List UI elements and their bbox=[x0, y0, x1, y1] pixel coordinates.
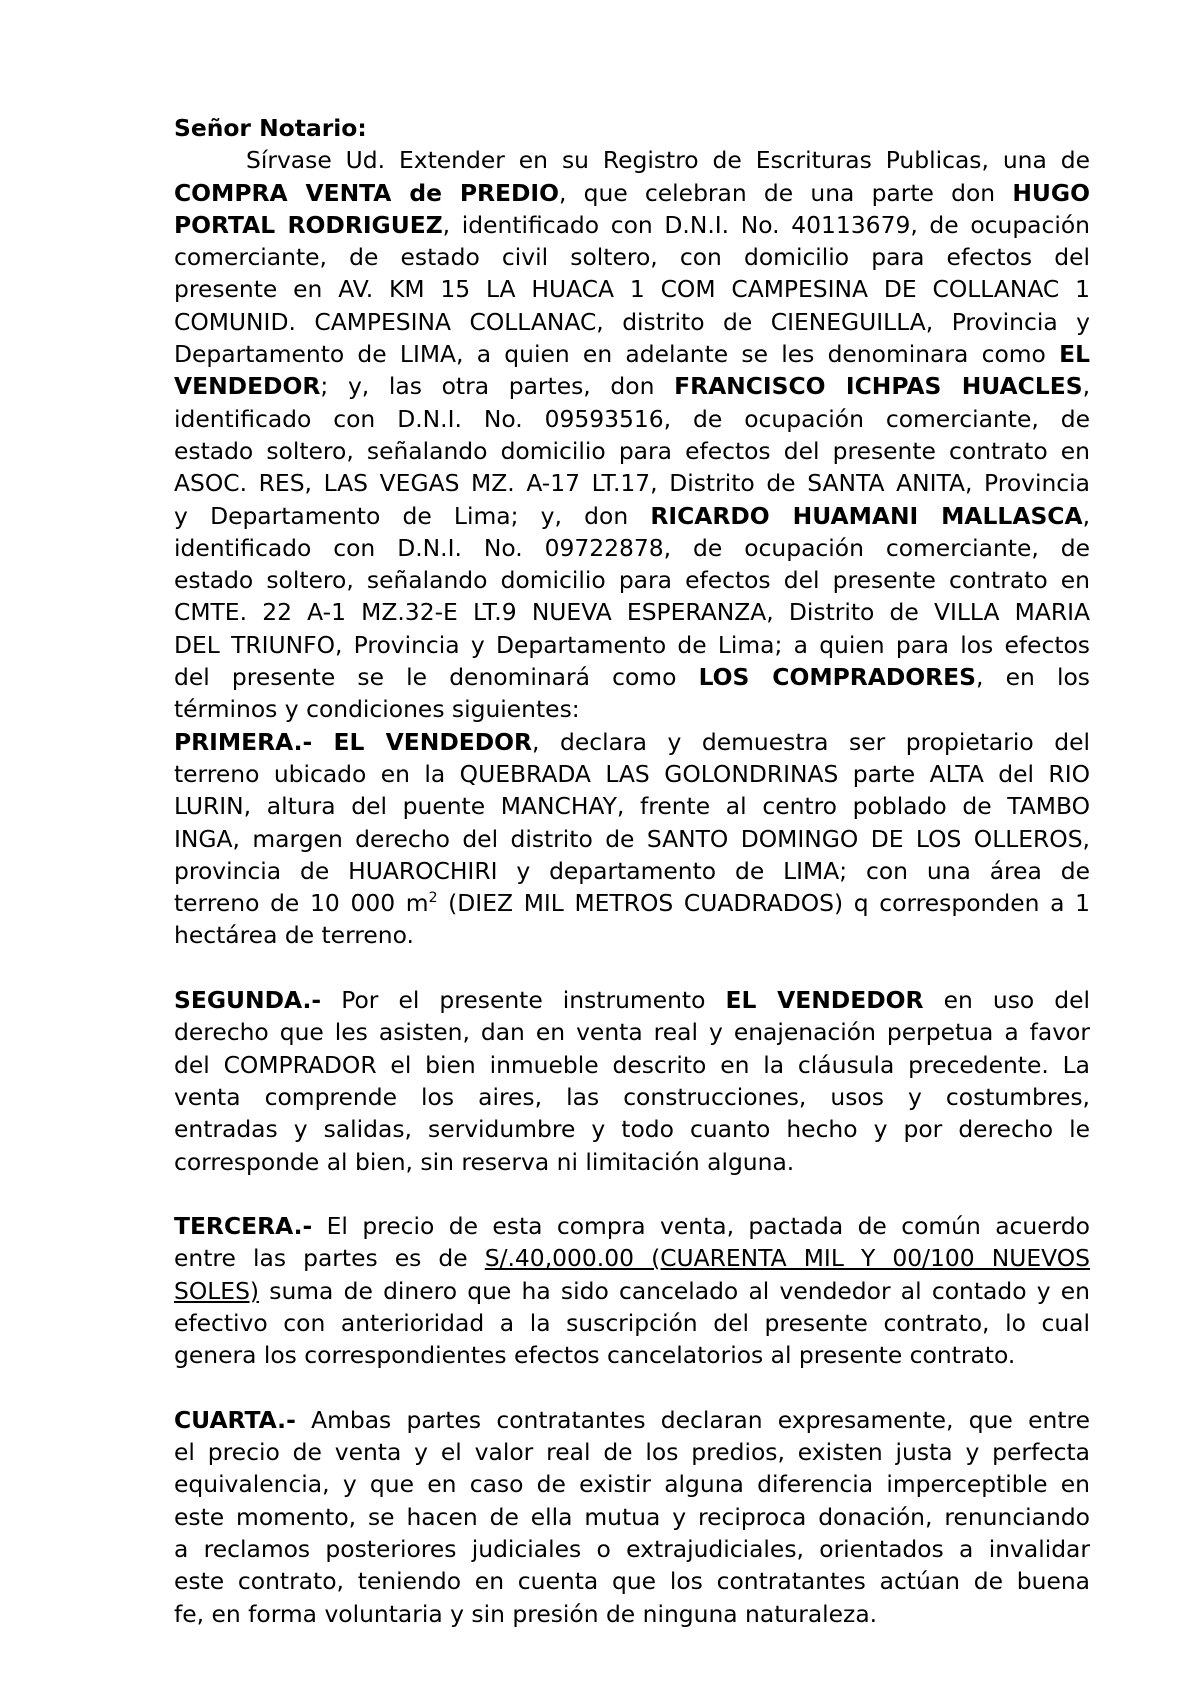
salutation: Señor Notario: bbox=[174, 114, 367, 142]
text-run: y Departamento de Lima; y, don bbox=[174, 501, 651, 530]
clause-line: este contrato, teniendo en cuenta que los contratantes actúan de buena bbox=[174, 1567, 1090, 1596]
intro-paragraph bbox=[174, 144, 1090, 725]
clause-primera bbox=[174, 726, 1090, 952]
clause-heading: TERCERA.- bbox=[174, 1212, 313, 1241]
text-run: , que celebran de una parte don bbox=[559, 178, 1013, 207]
text-run: en uso del bbox=[923, 986, 1090, 1015]
clause-segunda bbox=[174, 984, 1090, 1178]
clause-line bbox=[174, 1275, 1090, 1307]
intro-line bbox=[174, 661, 1090, 693]
clause-cuarta bbox=[174, 1404, 1090, 1630]
clause-line: fe, en forma voluntaria y sin presión de ninguna naturaleza. bbox=[174, 1599, 878, 1628]
clause-line: provincia de HUAROCHIRI y departamento de LIMA; con una área de bbox=[174, 856, 1090, 885]
intro-line: ASOC. RES, LAS VEGAS MZ. A-17 LT.17, Distrito de SANTA ANITA, Provincia bbox=[174, 469, 1090, 498]
clause-line bbox=[174, 1242, 1090, 1274]
intro-line: DEL TRIUNFO, Provincia y Departamento de Lima; a quien para los efectos bbox=[174, 630, 1090, 659]
intro-line: CMTE. 22 A-1 MZ.32-E LT.9 NUEVA ESPERANZA, Distrito de VILLA MARIA bbox=[174, 598, 1090, 627]
bold-term: LOS COMPRADORES bbox=[698, 663, 976, 692]
text-run: El precio de esta compra venta, pactada de común acuerdo bbox=[312, 1212, 1090, 1241]
intro-line: COMUNID. CAMPESINA COLLANAC, distrito de CIENEGUILLA, Provincia y bbox=[174, 307, 1090, 336]
paragraph-gap bbox=[174, 1372, 1090, 1404]
clause-line: este momento, se hacen de ella mutua y reciproca donación, renunciando bbox=[174, 1502, 1090, 1531]
intro-line bbox=[174, 177, 1090, 209]
text-run: ; y, las otra partes, don bbox=[320, 372, 675, 401]
clause-line bbox=[174, 726, 1090, 758]
clause-line: del COMPRADOR el bien inmueble descrito en la cláusula precedente. La bbox=[174, 1050, 1090, 1079]
clause-heading: PRIMERA.- EL VENDEDOR bbox=[174, 727, 533, 756]
text-run: , bbox=[1082, 501, 1090, 530]
superscript: 2 bbox=[428, 890, 438, 907]
text-run: entre las partes es de bbox=[174, 1244, 485, 1273]
intro-line: Sírvase Ud. Extender en su Registro de Escrituras Publicas, una de bbox=[246, 146, 1090, 175]
intro-line: identificado con D.N.I. No. 09593516, de ocupación comerciante, de bbox=[174, 404, 1090, 433]
text-run: del presente se le denominará como bbox=[174, 663, 699, 692]
intro-line: términos y condiciones siguientes: bbox=[174, 695, 580, 724]
intro-line bbox=[174, 209, 1090, 241]
clause-line: a reclamos posteriores judiciales o extrajudiciales, orientados a invalidar bbox=[174, 1535, 1090, 1564]
intro-line: comerciante, de estado civil soltero, con domicilio para efectos del bbox=[174, 243, 1090, 272]
intro-line: presente en AV. KM 15 LA HUACA 1 COM CAMPESINA DE COLLANAC 1 bbox=[174, 275, 1090, 304]
bold-term: EL VENDEDOR bbox=[725, 986, 924, 1015]
clause-line bbox=[174, 984, 1090, 1016]
document-page bbox=[174, 112, 1090, 1630]
bold-term: RICARDO HUAMANI MALLASCA bbox=[650, 501, 1083, 530]
text-run: (DIEZ MIL METROS CUADRADOS) q corresponden a 1 bbox=[437, 889, 1090, 918]
clause-line bbox=[174, 1404, 1090, 1436]
text-run: Departamento de LIMA, a quien en adelante se les denominara como bbox=[174, 340, 1060, 369]
paragraph-gap bbox=[174, 1178, 1090, 1210]
clause-tercera bbox=[174, 1210, 1090, 1371]
clause-line bbox=[174, 887, 1090, 919]
text-run: terreno de 10 000 m bbox=[174, 889, 429, 918]
text-run: Por el presente instrumento bbox=[321, 986, 726, 1015]
clause-line: hectárea de terreno. bbox=[174, 921, 414, 950]
bold-term: HUGO bbox=[1012, 178, 1090, 207]
text-run: , declara y demuestra ser propietario del bbox=[532, 727, 1090, 756]
price-amount: S/.40,000.00 (CUARENTA MIL Y 00/100 NUEVOS bbox=[484, 1244, 1090, 1273]
text-run: , en los bbox=[976, 663, 1090, 692]
intro-line bbox=[174, 338, 1090, 370]
bold-term: VENDEDOR bbox=[174, 372, 321, 401]
clause-line: terreno ubicado en la QUEBRADA LAS GOLONDRINAS parte ALTA del RIO bbox=[174, 759, 1090, 788]
paragraph-gap bbox=[174, 952, 1090, 984]
bold-term: COMPRA VENTA de PREDIO bbox=[174, 178, 559, 207]
clause-line: entradas y salidas, servidumbre y todo cuanto hecho y por derecho le bbox=[174, 1115, 1090, 1144]
intro-line bbox=[174, 500, 1090, 532]
bold-term: FRANCISCO ICHPAS HUACLES bbox=[674, 372, 1083, 401]
price-amount: SOLES) bbox=[174, 1276, 260, 1305]
intro-line: estado soltero, señalando domicilio para efectos del presente contrato en bbox=[174, 436, 1090, 465]
clause-line: equivalencia, y que en caso de existir alguna diferencia imperceptible en bbox=[174, 1470, 1090, 1499]
intro-line: estado soltero, señalando domicilio para efectos del presente contrato en bbox=[174, 566, 1090, 595]
text-run: , bbox=[1082, 372, 1090, 401]
clause-line bbox=[174, 1210, 1090, 1242]
clause-line: corresponde al bien, sin reserva ni limitación alguna. bbox=[174, 1147, 795, 1176]
text-run: , identificado con D.N.I. No. 40113679, de ocupación bbox=[442, 210, 1090, 239]
intro-line bbox=[174, 370, 1090, 402]
bold-term: PORTAL RODRIGUEZ bbox=[174, 210, 443, 239]
text-run: Ambas partes contratantes declaran expresamente, que entre bbox=[295, 1405, 1090, 1434]
clause-heading: SEGUNDA.- bbox=[174, 986, 322, 1015]
text-run: suma de dinero que ha sido cancelado al vendedor al contado y en bbox=[259, 1276, 1090, 1305]
clause-line: INGA, margen derecho del distrito de SANTO DOMINGO DE LOS OLLEROS, bbox=[174, 824, 1090, 853]
clause-line: venta comprende los aires, las construcciones, usos y costumbres, bbox=[174, 1082, 1090, 1111]
intro-line: identificado con D.N.I. No. 09722878, de ocupación comerciante, de bbox=[174, 533, 1090, 562]
clause-line: genera los correspondientes efectos cancelatorios al presente contrato. bbox=[174, 1341, 1016, 1370]
clause-line: efectivo con anterioridad a la suscripción del presente contrato, lo cual bbox=[174, 1308, 1090, 1337]
clause-line: el precio de venta y el valor real de los predios, existen justa y perfecta bbox=[174, 1438, 1090, 1467]
clause-heading: CUARTA.- bbox=[174, 1405, 296, 1434]
clause-line: derecho que les asisten, dan en venta real y enajenación perpetua a favor bbox=[174, 1018, 1090, 1047]
bold-term: EL bbox=[1059, 340, 1090, 369]
clause-line: LURIN, altura del puente MANCHAY, frente al centro poblado de TAMBO bbox=[174, 792, 1090, 821]
